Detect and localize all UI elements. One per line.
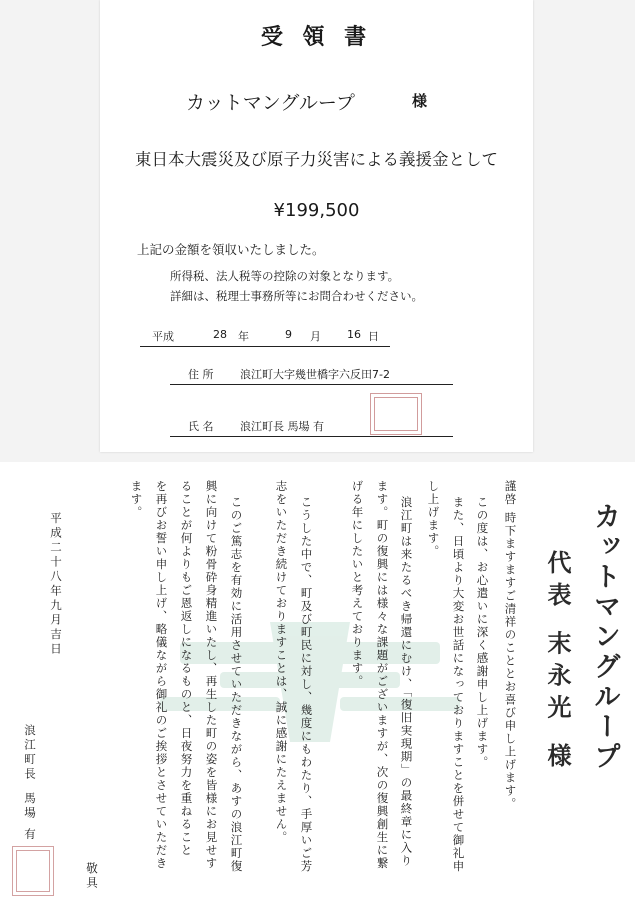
receipt-tax-note-2: 詳細は、税理士事務所等にお問合わせください。 <box>170 289 423 303</box>
letter-body-line: を再びお誓い申し上げ、略儀ながら御礼のご挨拶とさせていただき <box>154 480 169 870</box>
letter-sender-name: 馬場 有 <box>23 792 37 843</box>
receipt-date-month: 9 <box>285 328 292 341</box>
receipt-amount: ¥199,500 <box>273 200 360 221</box>
receipt-date-year-unit: 年 <box>238 330 249 343</box>
receipt-purpose: 東日本大震災及び原子力災害による義援金として <box>135 150 498 169</box>
thank-you-letter <box>0 462 635 923</box>
receipt-tax-note-1: 所得税、法人税等の控除の対象となります。 <box>170 269 400 283</box>
letter-body-line: 興に向けて粉骨砕身精進いたし、再生した町の姿を皆様にお見せす <box>204 480 219 870</box>
receipt-document <box>100 0 533 452</box>
letter-body-line: ます。町の復興には様々な課題がございますが、次の復興創生に繋 <box>375 480 390 870</box>
receipt-name-label: 氏 名 <box>188 420 214 433</box>
receipt-date-row <box>140 328 390 347</box>
receipt-received-text: 上記の金額を領収いたしました。 <box>137 242 325 257</box>
receipt-address-label: 住 所 <box>188 368 214 381</box>
receipt-date-day-unit: 日 <box>368 330 379 343</box>
receipt-address-row <box>170 366 453 385</box>
receipt-date-month-unit: 月 <box>310 330 321 343</box>
letter-body-line: げる年にしたいと考えております。 <box>350 480 365 688</box>
receipt-honorific: 様 <box>412 92 428 110</box>
receipt-date-era: 平成 <box>152 330 174 343</box>
receipt-address: 浪江町大字幾世橋字六反田7-2 <box>240 368 390 381</box>
letter-body-line: 浪江町は来たるべき帰還にむけ、「復旧実現期」の最終章に入り <box>399 496 414 868</box>
letter-body-line: し上げます。 <box>426 480 441 558</box>
letter-body-line: ることが何よりもご恩返しになるものと、日夜努力を重ねること <box>179 480 194 857</box>
letter-closing: 敬具 <box>85 862 99 891</box>
letter-body-line: このご篤志を有効に活用させていただきながら、あすの浪江町復 <box>229 496 244 873</box>
letter-body-line: この度は、お心遣いに深く感謝申し上げます。 <box>475 496 490 769</box>
letter-sender-title: 浪江町長 <box>23 724 37 782</box>
letter-body-line: また、日頃より大変お世話になっておりますことを併せて御礼申 <box>451 496 466 873</box>
receipt-recipient: カットマングループ <box>186 92 355 114</box>
receipt-date-year: 28 <box>213 328 227 341</box>
letter-recipient-group: カットマングループ <box>589 502 620 772</box>
receipt-name: 浪江町長 馬場 有 <box>240 420 324 433</box>
official-seal-stamp <box>370 393 422 435</box>
letter-body-line: 謹啓 時下ますますご清祥のこととお喜び申し上げます。 <box>503 480 518 811</box>
letter-body-line: 志をいただき続けておりますことは、誠に感謝にたえません。 <box>274 480 289 844</box>
receipt-date-day: 16 <box>347 328 361 341</box>
letter-body-line: ます。 <box>129 480 144 519</box>
receipt-title: 受 領 書 <box>260 25 373 50</box>
letter-seal-stamp <box>12 846 54 896</box>
letter-recipient-representative: 代表 末永光 様 <box>543 550 572 775</box>
letter-date: 平成二十八年九月吉日 <box>49 512 63 657</box>
letter-body-line: こうした中で、町及び町民に対し、幾度にもわたり、手厚いご芳 <box>299 496 314 873</box>
